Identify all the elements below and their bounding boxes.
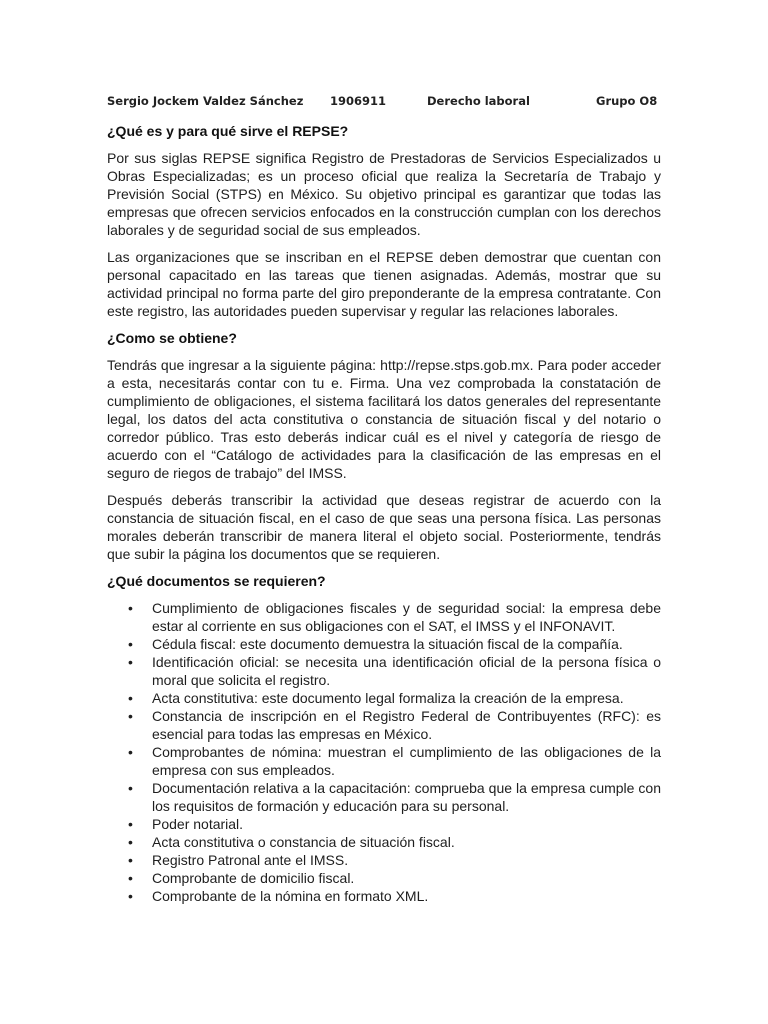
list-item-text: Documentación relativa a la capacitación: comprueba que la empresa cumple con los requisitos de formación y educación para su personal.: [152, 780, 661, 814]
list-item: [107, 851, 661, 869]
list-item: [107, 779, 661, 815]
list-item-text: Poder notarial.: [152, 816, 244, 832]
list-item: [107, 653, 661, 689]
list-item: [107, 833, 661, 851]
list-item-text: Comprobantes de nómina: muestran el cumplimiento de las obligaciones de la empresa con sus empleados.: [152, 744, 661, 778]
bullet-icon: •: [128, 636, 133, 652]
list-item-text: Comprobante de la nómina en formato XML.: [152, 888, 429, 904]
section-heading-what-is-repse: ¿Qué es y para qué sirve el REPSE?: [107, 123, 349, 139]
list-item: [107, 599, 661, 635]
document-header: [107, 94, 661, 110]
section-heading-how-to-obtain: ¿Como se obtiene?: [107, 330, 237, 346]
student-id: 1906911: [330, 94, 387, 108]
list-item: [107, 689, 661, 707]
required-documents-list: [107, 599, 661, 905]
list-item-text: Constancia de inscripción en el Registro Federal de Contribuyentes (RFC): es esencial para todas las empresas en México.: [152, 708, 661, 742]
section-heading-required-documents: ¿Qué documentos se requieren?: [107, 573, 326, 589]
paragraph-obtain-transcribe: Después deberás transcribir la actividad que deseas registrar de acuerdo con la constancia de situación fiscal, en el caso de que seas una persona física. Las personas morales deberán transcribir de manera literal el objeto social. Posteriormente, tendrás que subir la página los documentos que se requieren.: [107, 492, 661, 562]
bullet-icon: •: [128, 600, 133, 616]
list-item: [107, 887, 661, 905]
bullet-icon: •: [128, 834, 133, 850]
bullet-icon: •: [128, 744, 133, 760]
bullet-icon: •: [128, 870, 133, 886]
student-name: Sergio Jockem Valdez Sánchez: [107, 94, 304, 108]
list-item-text: Registro Patronal ante el IMSS.: [152, 852, 349, 868]
bullet-icon: •: [128, 654, 133, 670]
list-item: [107, 743, 661, 779]
bullet-icon: •: [128, 888, 133, 904]
list-item-text: Identificación oficial: se necesita una identificación oficial de la persona física o moral que solicita el registro.: [152, 654, 661, 688]
group-name: Grupo O8: [596, 94, 658, 108]
list-item-text: Cumplimiento de obligaciones fiscales y de seguridad social: la empresa debe estar al corriente en sus obligaciones con el SAT, el IMSS y el INFONAVIT.: [152, 600, 661, 634]
list-item: [107, 869, 661, 887]
bullet-icon: •: [128, 816, 133, 832]
bullet-icon: •: [128, 780, 133, 796]
list-item: [107, 707, 661, 743]
paragraph-repse-definition: Por sus siglas REPSE significa Registro de Prestadoras de Servicios Especializados u Obras Especializadas; es un proceso oficial que realiza la Secretaría de Trabajo y Previsión Social (STPS) en México. Su objetivo principal es garantizar que todas las empresas que ofrecen servicios enfocados en la construcción cumplan con los derechos laborales y de seguridad social de sus empleados.: [107, 150, 661, 238]
bullet-icon: •: [128, 708, 133, 724]
list-item: [107, 815, 661, 833]
subject-name: Derecho laboral: [427, 94, 530, 108]
list-item-text: Comprobante de domicilio fiscal.: [152, 870, 355, 886]
bullet-icon: •: [128, 690, 133, 706]
list-item-text: Acta constitutiva o constancia de situación fiscal.: [152, 834, 455, 850]
paragraph-obtain-steps: Tendrás que ingresar a la siguiente página: http://repse.stps.gob.mx. Para poder acceder a esta, necesitarás contar con tu e. Firma. Una vez comprobada la constatación de cumplimiento de obligaciones, el sistema facilitará los datos generales del representante legal, los datos del acta constitutiva o constancia de situación fiscal y del notario o corredor público. Tras esto deberás indicar cuál es el nivel y categoría de riesgo de acuerdo con el “Catálogo de actividades para la clasificación de las empresas en el seguro de riegos de trabajo” del IMSS.: [107, 357, 661, 481]
paragraph-repse-requirements: Las organizaciones que se inscriban en el REPSE deben demostrar que cuentan con personal capacitado en las tareas que tienen asignadas. Además, mostrar que su actividad principal no forma parte del giro preponderante de la empresa contratante. Con este registro, las autoridades pueden supervisar y regular las relaciones laborales.: [107, 249, 661, 319]
list-item: [107, 635, 661, 653]
bullet-icon: •: [128, 852, 133, 868]
list-item-text: Cédula fiscal: este documento demuestra la situación fiscal de la compañía.: [152, 636, 623, 652]
list-item-text: Acta constitutiva: este documento legal formaliza la creación de la empresa.: [152, 690, 624, 706]
